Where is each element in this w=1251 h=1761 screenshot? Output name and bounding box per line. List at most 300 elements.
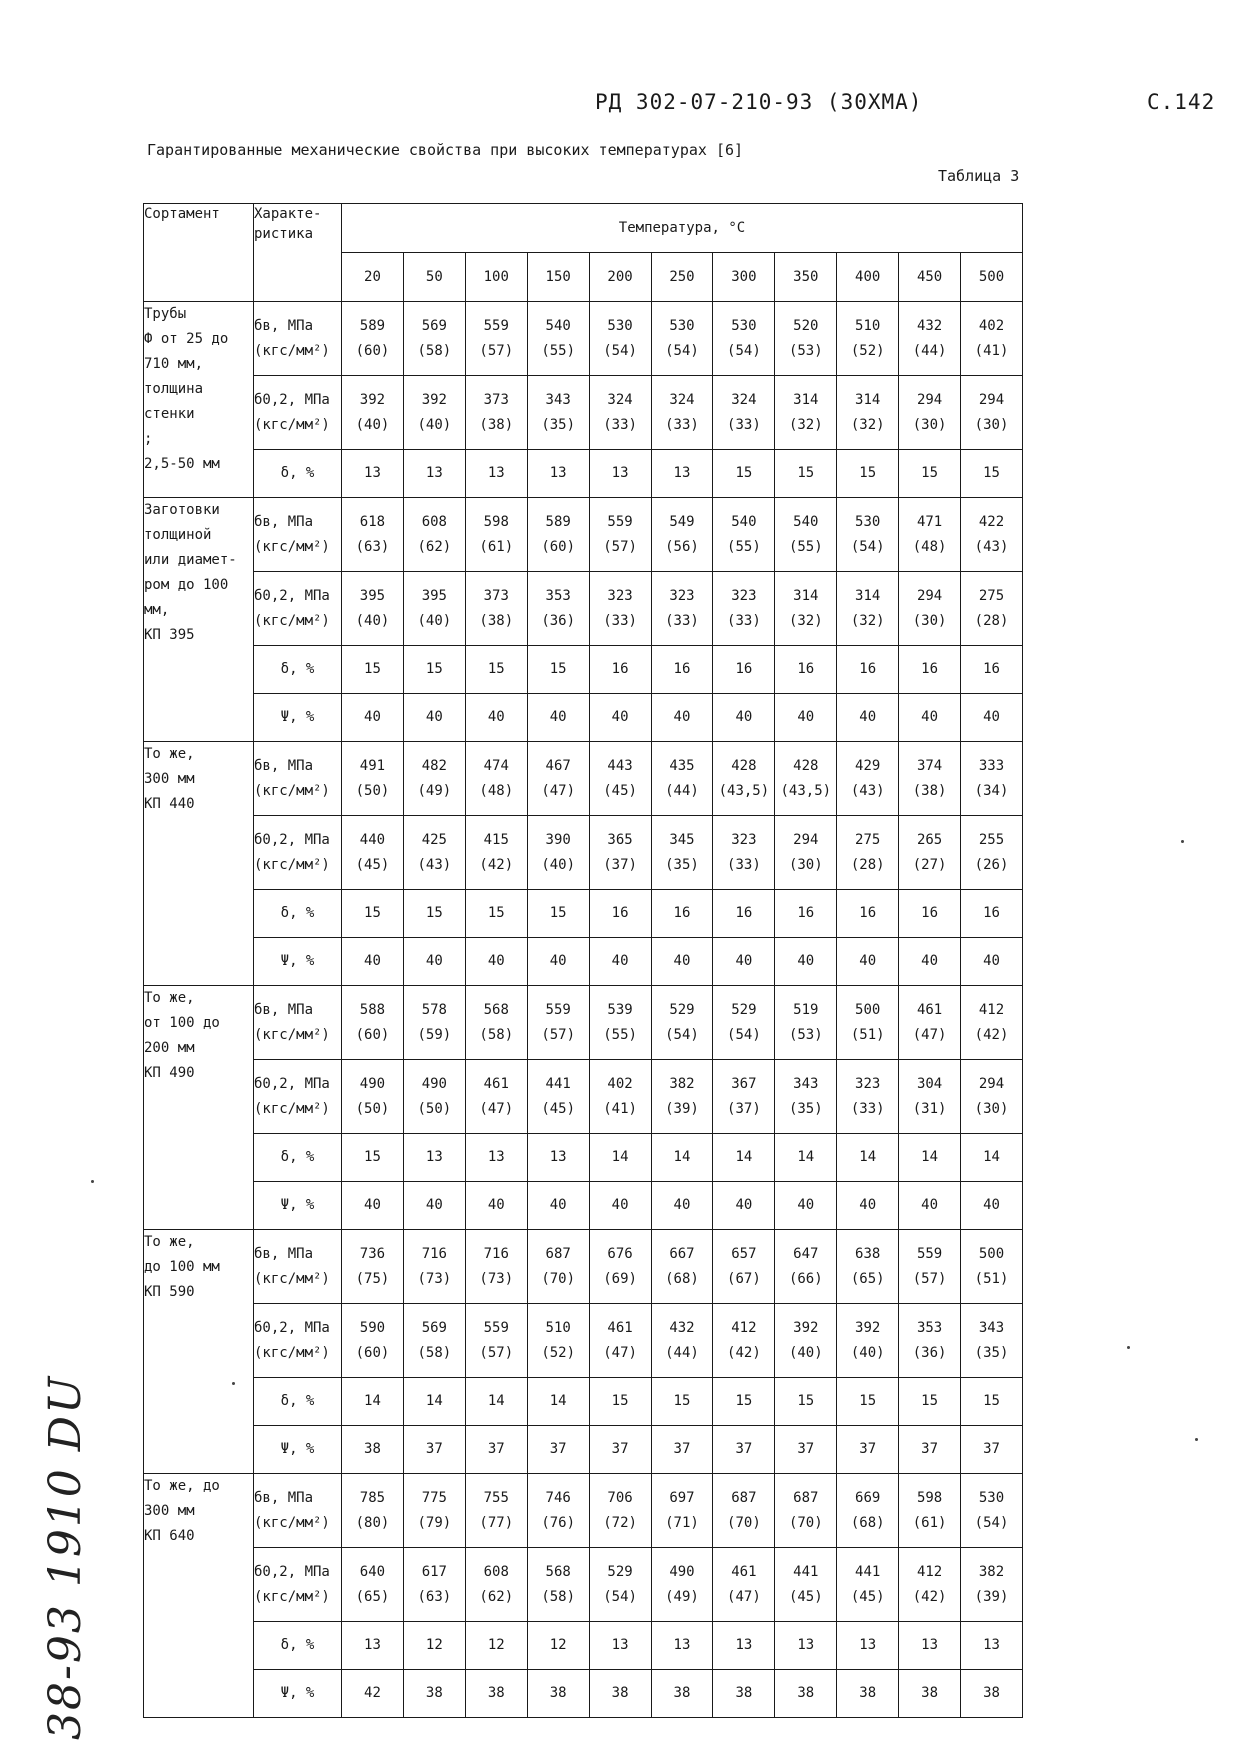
value-cell: 467 (47): [527, 742, 589, 816]
value-cell: 294 (30): [775, 816, 837, 890]
sortament-cell: То же, до 300 мм КП 640: [144, 1474, 254, 1718]
characteristic-cell: δ, %: [254, 890, 342, 938]
value-cell: 16: [775, 646, 837, 694]
value-cell: 15: [775, 450, 837, 498]
table-row: [144, 1474, 1023, 1548]
value-cell: 38: [899, 1670, 961, 1718]
value-cell: 37: [837, 1426, 899, 1474]
value-cell: 13: [403, 1134, 465, 1182]
value-cell: 37: [775, 1426, 837, 1474]
value-cell: 432 (44): [651, 1304, 713, 1378]
value-cell: 13: [403, 450, 465, 498]
value-cell: 265 (27): [899, 816, 961, 890]
value-cell: 40: [837, 938, 899, 986]
value-cell: 37: [961, 1426, 1023, 1474]
value-cell: 40: [899, 938, 961, 986]
value-cell: 14: [527, 1378, 589, 1426]
scan-speck: [1195, 1438, 1198, 1441]
value-cell: 323 (33): [837, 1060, 899, 1134]
value-cell: 530 (54): [961, 1474, 1023, 1548]
handwritten-margin-note: 38-93 1910 DU: [40, 1374, 91, 1740]
value-cell: 16: [651, 890, 713, 938]
table-row: [144, 986, 1023, 1060]
value-cell: 425 (43): [403, 816, 465, 890]
value-cell: 323 (33): [651, 572, 713, 646]
value-cell: 40: [713, 938, 775, 986]
value-cell: 15: [713, 450, 775, 498]
value-cell: 38: [589, 1670, 651, 1718]
value-cell: 657 (67): [713, 1230, 775, 1304]
value-cell: 746 (76): [527, 1474, 589, 1548]
temperature-header: 100: [465, 253, 527, 302]
value-cell: 367 (37): [713, 1060, 775, 1134]
value-cell: 530 (54): [651, 302, 713, 376]
value-cell: 14: [342, 1378, 404, 1426]
value-cell: 422 (43): [961, 498, 1023, 572]
value-cell: 785 (80): [342, 1474, 404, 1548]
value-cell: 16: [713, 890, 775, 938]
table-row: [144, 816, 1023, 890]
characteristic-cell: δ, %: [254, 646, 342, 694]
value-cell: 390 (40): [527, 816, 589, 890]
characteristic-cell: бв, МПа (кгс/мм²): [254, 1230, 342, 1304]
value-cell: 40: [527, 694, 589, 742]
value-cell: 598 (61): [465, 498, 527, 572]
characteristic-cell: б0,2, МПа (кгс/мм²): [254, 1060, 342, 1134]
value-cell: 500 (51): [837, 986, 899, 1060]
value-cell: 491 (50): [342, 742, 404, 816]
page-number: С.142: [1147, 90, 1216, 114]
value-cell: 578 (59): [403, 986, 465, 1060]
value-cell: 540 (55): [713, 498, 775, 572]
table-row: [144, 742, 1023, 816]
temperature-header: 250: [651, 253, 713, 302]
table-row: [144, 376, 1023, 450]
value-cell: 15: [961, 1378, 1023, 1426]
value-cell: 14: [837, 1134, 899, 1182]
value-cell: 40: [899, 1182, 961, 1230]
value-cell: 490 (50): [342, 1060, 404, 1134]
column-header-sortament: Сортамент: [144, 204, 254, 302]
value-cell: 345 (35): [651, 816, 713, 890]
value-cell: 42: [342, 1670, 404, 1718]
table-body: [144, 302, 1023, 1718]
value-cell: 40: [589, 1182, 651, 1230]
value-cell: 697 (71): [651, 1474, 713, 1548]
sortament-cell: Заготовки толщиной или диамет- ром до 100 мм, КП 395: [144, 498, 254, 742]
value-cell: 482 (49): [403, 742, 465, 816]
value-cell: 608 (62): [403, 498, 465, 572]
value-cell: 16: [961, 890, 1023, 938]
table-row: [144, 1670, 1023, 1718]
value-cell: 461 (47): [713, 1548, 775, 1622]
value-cell: 40: [342, 938, 404, 986]
value-cell: 412 (42): [899, 1548, 961, 1622]
value-cell: 40: [961, 938, 1023, 986]
value-cell: 40: [342, 694, 404, 742]
value-cell: 13: [899, 1622, 961, 1670]
value-cell: 687 (70): [527, 1230, 589, 1304]
value-cell: 15: [465, 890, 527, 938]
value-cell: 736 (75): [342, 1230, 404, 1304]
value-cell: 428 (43,5): [775, 742, 837, 816]
table-row: [144, 1134, 1023, 1182]
value-cell: 15: [899, 450, 961, 498]
value-cell: 12: [465, 1622, 527, 1670]
value-cell: 461 (47): [899, 986, 961, 1060]
table-row: [144, 1426, 1023, 1474]
characteristic-cell: Ψ, %: [254, 694, 342, 742]
value-cell: 333 (34): [961, 742, 1023, 816]
value-cell: 40: [403, 694, 465, 742]
value-cell: 395 (40): [403, 572, 465, 646]
value-cell: 314 (32): [837, 376, 899, 450]
value-cell: 568 (58): [527, 1548, 589, 1622]
value-cell: 40: [775, 1182, 837, 1230]
value-cell: 15: [342, 1134, 404, 1182]
value-cell: 15: [837, 450, 899, 498]
value-cell: 324 (33): [651, 376, 713, 450]
value-cell: 443 (45): [589, 742, 651, 816]
value-cell: 412 (42): [961, 986, 1023, 1060]
value-cell: 13: [651, 450, 713, 498]
value-cell: 15: [527, 646, 589, 694]
value-cell: 40: [713, 694, 775, 742]
temperature-header: 300: [713, 253, 775, 302]
value-cell: 15: [465, 646, 527, 694]
value-cell: 343 (35): [961, 1304, 1023, 1378]
value-cell: 13: [589, 450, 651, 498]
value-cell: 16: [775, 890, 837, 938]
value-cell: 38: [837, 1670, 899, 1718]
value-cell: 15: [713, 1378, 775, 1426]
value-cell: 716 (73): [465, 1230, 527, 1304]
document-code: РД 302-07-210-93 (30ХМА): [595, 90, 923, 114]
table-row: [144, 450, 1023, 498]
characteristic-cell: Ψ, %: [254, 1182, 342, 1230]
value-cell: 37: [589, 1426, 651, 1474]
value-cell: 530 (54): [589, 302, 651, 376]
value-cell: 441 (45): [527, 1060, 589, 1134]
value-cell: 16: [713, 646, 775, 694]
value-cell: 38: [527, 1670, 589, 1718]
value-cell: 14: [403, 1378, 465, 1426]
value-cell: 323 (33): [713, 572, 775, 646]
properties-table: [143, 203, 1023, 1718]
value-cell: 15: [651, 1378, 713, 1426]
value-cell: 12: [527, 1622, 589, 1670]
value-cell: 40: [589, 938, 651, 986]
temperature-header: 350: [775, 253, 837, 302]
value-cell: 37: [899, 1426, 961, 1474]
value-cell: 706 (72): [589, 1474, 651, 1548]
value-cell: 510 (52): [527, 1304, 589, 1378]
value-cell: 275 (28): [961, 572, 1023, 646]
table-label: Таблица 3: [938, 167, 1020, 185]
scan-speck: [91, 1180, 94, 1183]
characteristic-cell: б0,2, МПа (кгс/мм²): [254, 1304, 342, 1378]
value-cell: 13: [527, 450, 589, 498]
table-caption: Гарантированные механические свойства при высоких температурах [6]: [147, 141, 744, 159]
value-cell: 392 (40): [342, 376, 404, 450]
temperature-header: 20: [342, 253, 404, 302]
value-cell: 569 (58): [403, 1304, 465, 1378]
characteristic-cell: б0,2, МПа (кгс/мм²): [254, 816, 342, 890]
value-cell: 16: [589, 890, 651, 938]
value-cell: 323 (33): [589, 572, 651, 646]
value-cell: 16: [837, 646, 899, 694]
value-cell: 12: [403, 1622, 465, 1670]
value-cell: 519 (53): [775, 986, 837, 1060]
value-cell: 16: [899, 646, 961, 694]
value-cell: 441 (45): [837, 1548, 899, 1622]
sortament-cell: То же, 300 мм КП 440: [144, 742, 254, 986]
value-cell: 13: [342, 450, 404, 498]
value-cell: 38: [342, 1426, 404, 1474]
characteristic-cell: δ, %: [254, 450, 342, 498]
temperature-header: 400: [837, 253, 899, 302]
value-cell: 294 (30): [899, 376, 961, 450]
value-cell: 14: [465, 1378, 527, 1426]
value-cell: 14: [899, 1134, 961, 1182]
characteristic-cell: бв, МПа (кгс/мм²): [254, 986, 342, 1060]
value-cell: 559 (57): [589, 498, 651, 572]
table-row: [144, 572, 1023, 646]
value-cell: 13: [837, 1622, 899, 1670]
value-cell: 40: [775, 938, 837, 986]
value-cell: 529 (54): [713, 986, 775, 1060]
value-cell: 549 (56): [651, 498, 713, 572]
value-cell: 324 (33): [589, 376, 651, 450]
value-cell: 40: [961, 694, 1023, 742]
value-cell: 402 (41): [961, 302, 1023, 376]
table-row: [144, 498, 1023, 572]
value-cell: 540 (55): [775, 498, 837, 572]
value-cell: 559 (57): [465, 1304, 527, 1378]
value-cell: 40: [651, 694, 713, 742]
value-cell: 365 (37): [589, 816, 651, 890]
value-cell: 415 (42): [465, 816, 527, 890]
value-cell: 353 (36): [899, 1304, 961, 1378]
characteristic-cell: δ, %: [254, 1134, 342, 1182]
value-cell: 412 (42): [713, 1304, 775, 1378]
table-row: [144, 646, 1023, 694]
characteristic-cell: Ψ, %: [254, 1670, 342, 1718]
value-cell: 37: [465, 1426, 527, 1474]
value-cell: 687 (70): [713, 1474, 775, 1548]
value-cell: 471 (48): [899, 498, 961, 572]
value-cell: 755 (77): [465, 1474, 527, 1548]
value-cell: 392 (40): [775, 1304, 837, 1378]
value-cell: 618 (63): [342, 498, 404, 572]
value-cell: 314 (32): [837, 572, 899, 646]
value-cell: 343 (35): [775, 1060, 837, 1134]
temperature-header: 450: [899, 253, 961, 302]
value-cell: 638 (65): [837, 1230, 899, 1304]
table-row: [144, 1304, 1023, 1378]
column-header-temperature: Температура, °С: [342, 204, 1023, 253]
value-cell: 14: [651, 1134, 713, 1182]
value-cell: 539 (55): [589, 986, 651, 1060]
scan-speck: [232, 1382, 235, 1385]
value-cell: 647 (66): [775, 1230, 837, 1304]
value-cell: 37: [651, 1426, 713, 1474]
value-cell: 294 (30): [899, 572, 961, 646]
value-cell: 608 (62): [465, 1548, 527, 1622]
characteristic-cell: δ, %: [254, 1622, 342, 1670]
value-cell: 314 (32): [775, 376, 837, 450]
value-cell: 474 (48): [465, 742, 527, 816]
value-cell: 15: [527, 890, 589, 938]
value-cell: 461 (47): [589, 1304, 651, 1378]
value-cell: 13: [713, 1622, 775, 1670]
scan-speck: [1181, 840, 1184, 843]
value-cell: 304 (31): [899, 1060, 961, 1134]
value-cell: 500 (51): [961, 1230, 1023, 1304]
value-cell: 16: [837, 890, 899, 938]
characteristic-cell: б0,2, МПа (кгс/мм²): [254, 376, 342, 450]
value-cell: 15: [775, 1378, 837, 1426]
value-cell: 14: [589, 1134, 651, 1182]
value-cell: 323 (33): [713, 816, 775, 890]
value-cell: 530 (54): [713, 302, 775, 376]
value-cell: 530 (54): [837, 498, 899, 572]
value-cell: 38: [713, 1670, 775, 1718]
characteristic-cell: Ψ, %: [254, 938, 342, 986]
value-cell: 392 (40): [403, 376, 465, 450]
value-cell: 37: [713, 1426, 775, 1474]
value-cell: 461 (47): [465, 1060, 527, 1134]
value-cell: 294 (30): [961, 376, 1023, 450]
value-cell: 40: [899, 694, 961, 742]
temperature-header: 150: [527, 253, 589, 302]
characteristic-cell: бв, МПа (кгс/мм²): [254, 742, 342, 816]
value-cell: 40: [651, 1182, 713, 1230]
value-cell: 13: [651, 1622, 713, 1670]
value-cell: 510 (52): [837, 302, 899, 376]
value-cell: 324 (33): [713, 376, 775, 450]
value-cell: 255 (26): [961, 816, 1023, 890]
column-header-characteristic: Характе- ристика: [254, 204, 342, 302]
temperature-header: 500: [961, 253, 1023, 302]
value-cell: 529 (54): [589, 1548, 651, 1622]
value-cell: 294 (30): [961, 1060, 1023, 1134]
value-cell: 374 (38): [899, 742, 961, 816]
table-row: [144, 1060, 1023, 1134]
value-cell: 13: [465, 1134, 527, 1182]
value-cell: 402 (41): [589, 1060, 651, 1134]
value-cell: 15: [403, 646, 465, 694]
value-cell: 38: [775, 1670, 837, 1718]
value-cell: 14: [713, 1134, 775, 1182]
characteristic-cell: Ψ, %: [254, 1426, 342, 1474]
value-cell: 40: [713, 1182, 775, 1230]
value-cell: 15: [899, 1378, 961, 1426]
table-row: [144, 1548, 1023, 1622]
value-cell: 441 (45): [775, 1548, 837, 1622]
value-cell: 392 (40): [837, 1304, 899, 1378]
value-cell: 13: [589, 1622, 651, 1670]
value-cell: 775 (79): [403, 1474, 465, 1548]
value-cell: 16: [899, 890, 961, 938]
value-cell: 38: [465, 1670, 527, 1718]
value-cell: 40: [837, 1182, 899, 1230]
characteristic-cell: бв, МПа (кгс/мм²): [254, 1474, 342, 1548]
value-cell: 38: [403, 1670, 465, 1718]
value-cell: 16: [651, 646, 713, 694]
temperature-header: 50: [403, 253, 465, 302]
value-cell: 490 (49): [651, 1548, 713, 1622]
value-cell: 37: [527, 1426, 589, 1474]
sortament-cell: Трубы Ф от 25 до 710 мм, толщина стенки ; 2,5-50 мм: [144, 302, 254, 498]
value-cell: 40: [403, 1182, 465, 1230]
value-cell: 559 (57): [527, 986, 589, 1060]
value-cell: 589 (60): [342, 302, 404, 376]
value-cell: 37: [403, 1426, 465, 1474]
value-cell: 520 (53): [775, 302, 837, 376]
value-cell: 568 (58): [465, 986, 527, 1060]
value-cell: 529 (54): [651, 986, 713, 1060]
table-row: [144, 1230, 1023, 1304]
value-cell: 589 (60): [527, 498, 589, 572]
value-cell: 40: [465, 938, 527, 986]
value-cell: 559 (57): [465, 302, 527, 376]
value-cell: 429 (43): [837, 742, 899, 816]
value-cell: 40: [342, 1182, 404, 1230]
value-cell: 40: [775, 694, 837, 742]
temperature-header: 200: [589, 253, 651, 302]
value-cell: 540 (55): [527, 302, 589, 376]
value-cell: 40: [403, 938, 465, 986]
value-cell: 569 (58): [403, 302, 465, 376]
value-cell: 490 (50): [403, 1060, 465, 1134]
value-cell: 428 (43,5): [713, 742, 775, 816]
value-cell: 432 (44): [899, 302, 961, 376]
characteristic-cell: бв, МПа (кгс/мм²): [254, 498, 342, 572]
value-cell: 38: [651, 1670, 713, 1718]
value-cell: 13: [342, 1622, 404, 1670]
table-row: [144, 1182, 1023, 1230]
value-cell: 676 (69): [589, 1230, 651, 1304]
value-cell: 353 (36): [527, 572, 589, 646]
value-cell: 559 (57): [899, 1230, 961, 1304]
value-cell: 40: [837, 694, 899, 742]
value-cell: 13: [961, 1622, 1023, 1670]
table-row: [144, 302, 1023, 376]
value-cell: 373 (38): [465, 376, 527, 450]
value-cell: 13: [465, 450, 527, 498]
value-cell: 440 (45): [342, 816, 404, 890]
value-cell: 40: [589, 694, 651, 742]
table-row: [144, 890, 1023, 938]
sortament-cell: То же, до 100 мм КП 590: [144, 1230, 254, 1474]
value-cell: 40: [527, 1182, 589, 1230]
value-cell: 38: [961, 1670, 1023, 1718]
value-cell: 15: [342, 646, 404, 694]
value-cell: 598 (61): [899, 1474, 961, 1548]
sortament-cell: То же, от 100 до 200 мм КП 490: [144, 986, 254, 1230]
value-cell: 13: [527, 1134, 589, 1182]
characteristic-cell: б0,2, МПа (кгс/мм²): [254, 1548, 342, 1622]
value-cell: 716 (73): [403, 1230, 465, 1304]
value-cell: 40: [961, 1182, 1023, 1230]
value-cell: 40: [465, 694, 527, 742]
table-row: [144, 1378, 1023, 1426]
value-cell: 13: [775, 1622, 837, 1670]
value-cell: 669 (68): [837, 1474, 899, 1548]
value-cell: 40: [651, 938, 713, 986]
value-cell: 314 (32): [775, 572, 837, 646]
